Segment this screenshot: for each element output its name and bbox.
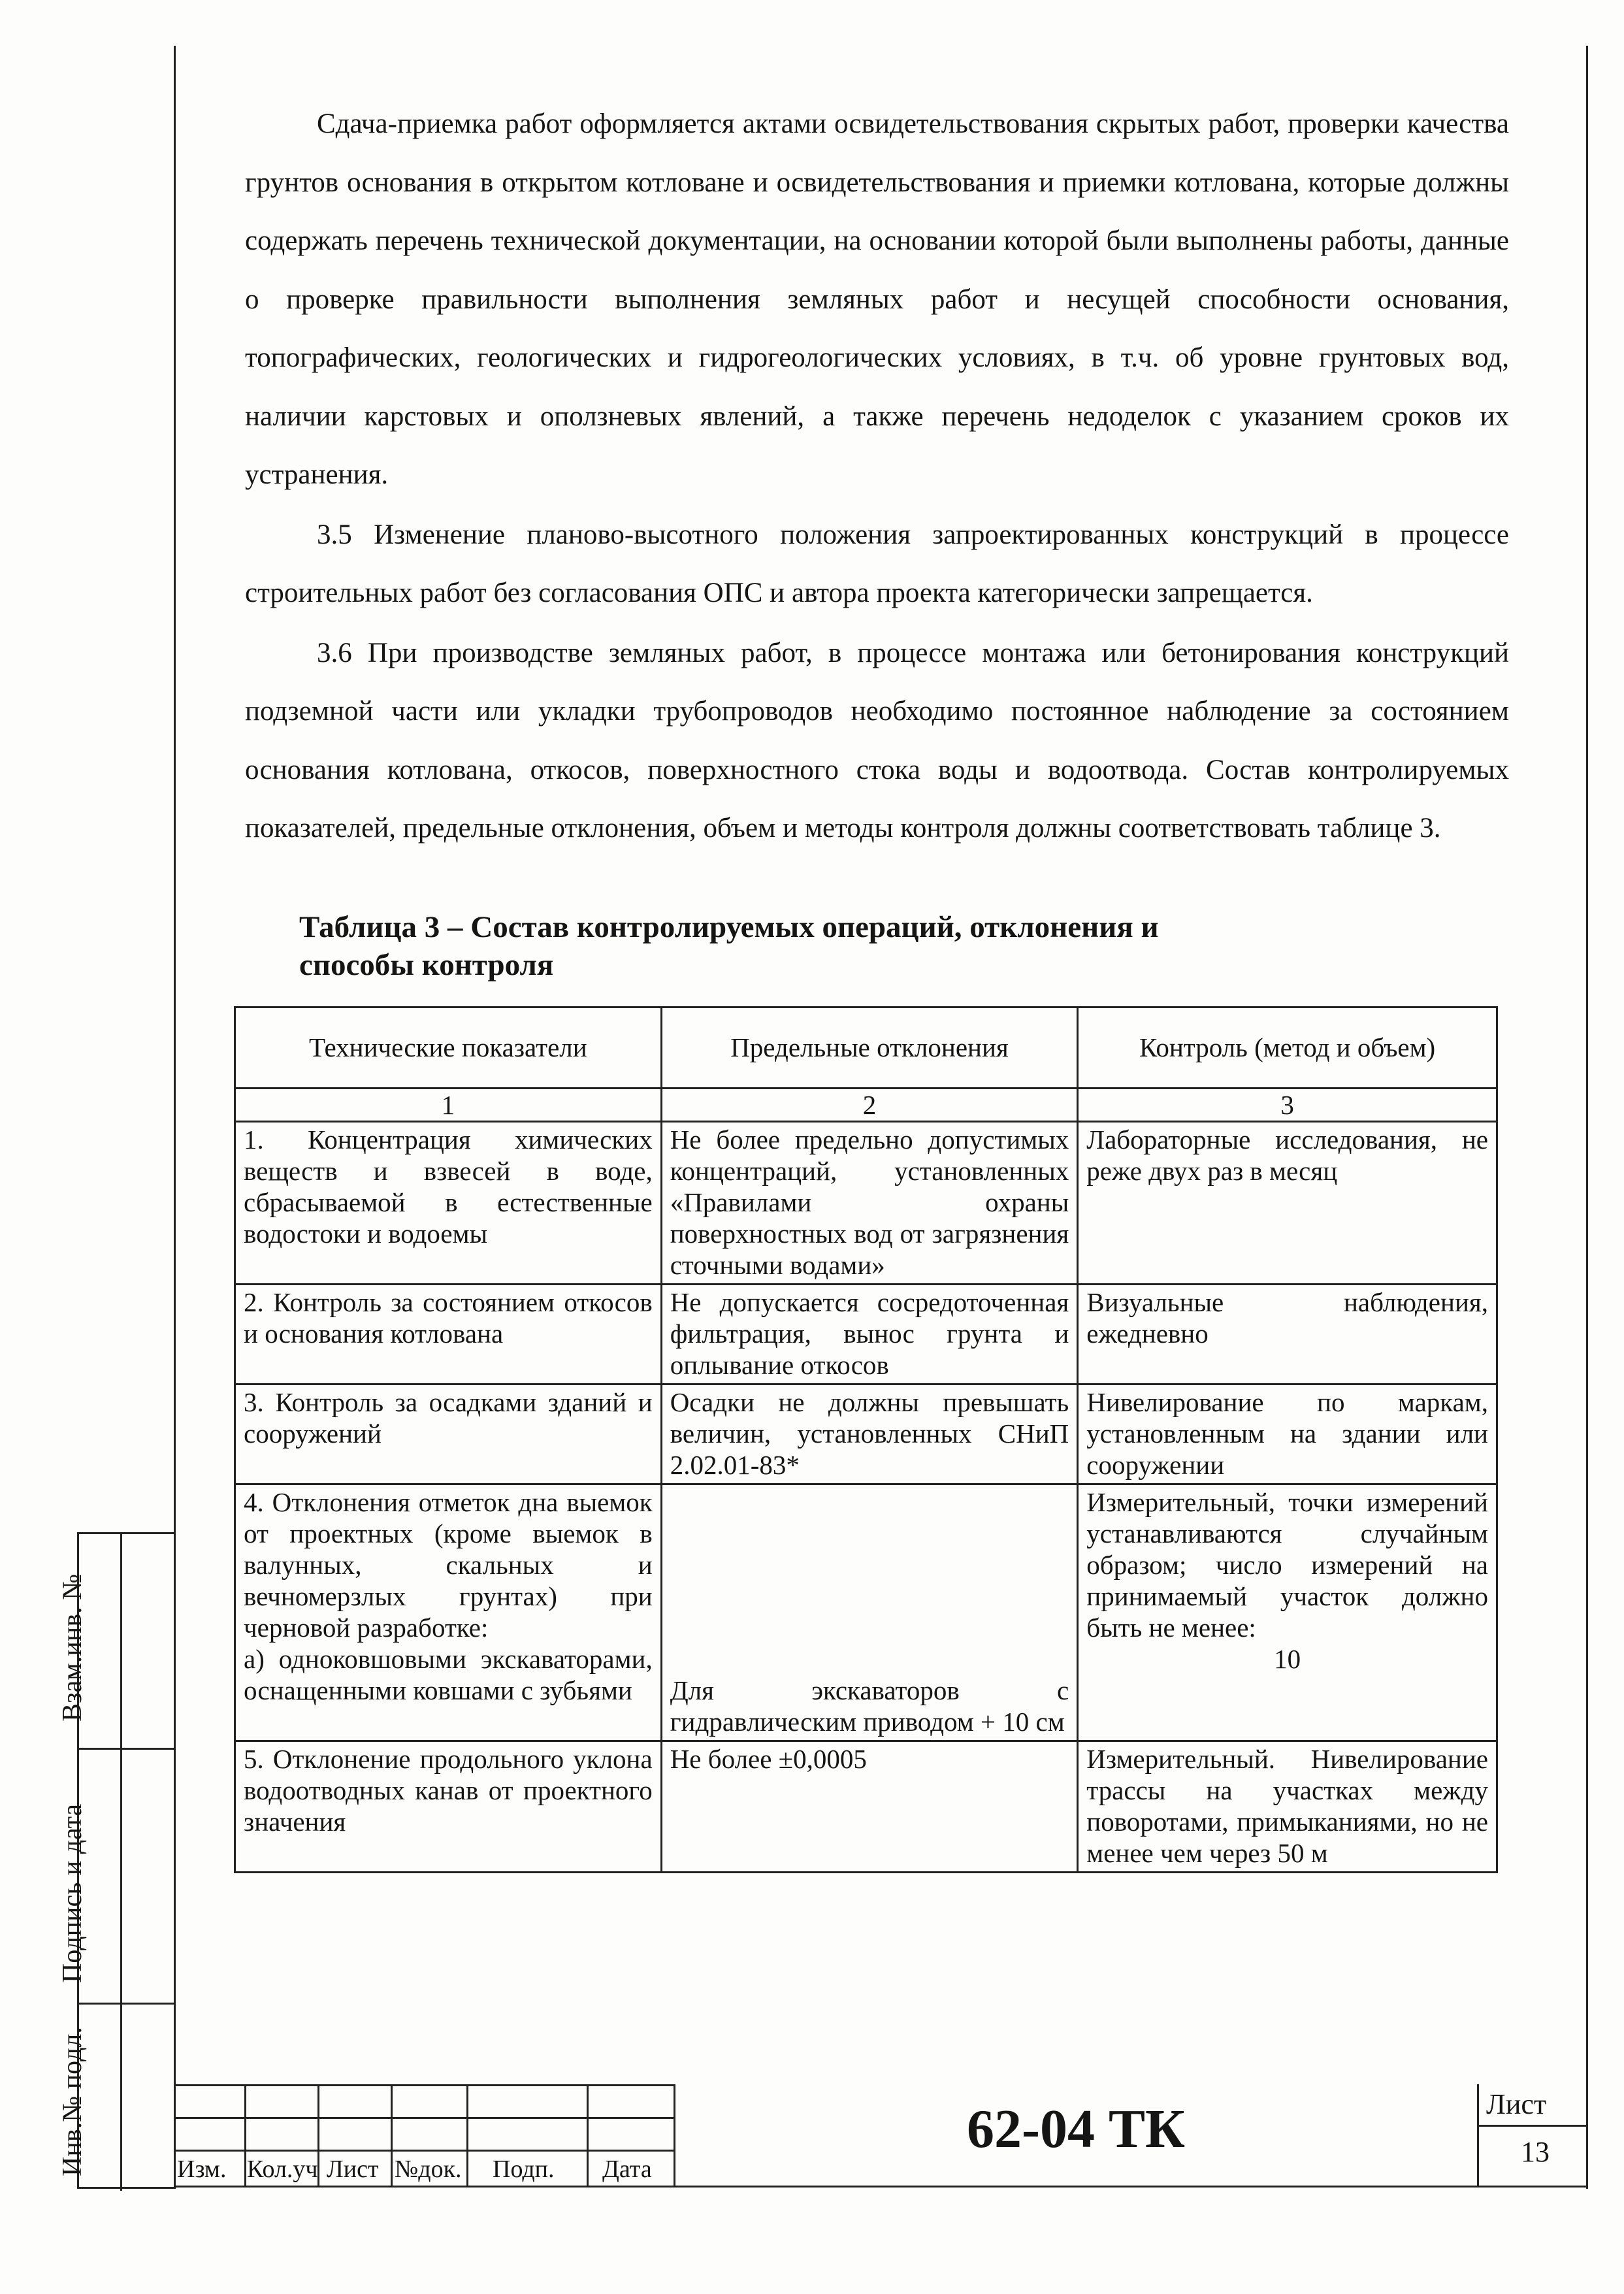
stamp-line bbox=[174, 2084, 674, 2086]
table-cell: 3. Контроль за осадками зданий и сооружений bbox=[235, 1385, 662, 1484]
table-cell: 2. Контроль за состоянием откосов и основания котлована bbox=[235, 1285, 662, 1385]
body-text bbox=[245, 95, 1509, 858]
control-table bbox=[234, 1006, 1498, 1873]
stamp-label-ndok: №док. bbox=[395, 2155, 462, 2183]
table-cell: Нивелирование по маркам, установленным на здании или сооружении bbox=[1078, 1385, 1497, 1484]
cell-text: Измерительный, точки измерений устанавливаются случайным образом; число измерений на принимаемый участок должно быть не менее: bbox=[1086, 1487, 1488, 1643]
header-deviations: Предельные отклонения bbox=[661, 1008, 1078, 1089]
sidebar-label-area bbox=[57, 2005, 122, 2191]
column-number: 1 bbox=[235, 1089, 662, 1122]
header-technical: Технические показатели bbox=[235, 1008, 662, 1089]
sheet-number: 13 bbox=[1521, 2136, 1550, 2168]
stamp-label-data: Дата bbox=[602, 2155, 652, 2183]
stamp-line bbox=[674, 2084, 675, 2187]
sidebar-label-area bbox=[57, 1534, 122, 1748]
stamp-line bbox=[466, 2084, 468, 2187]
sidebar-cell-inv bbox=[57, 2005, 175, 2191]
table-cell: 1. Концентрация химических веществ и взвесей в воде, сбрасываемой в естественные водостоки и водоемы bbox=[235, 1122, 662, 1285]
table-cell: Визуальные наблюдения, ежедневно bbox=[1078, 1285, 1497, 1385]
stamp-label-kolvo: Кол.уч bbox=[247, 2155, 318, 2183]
sidebar-cell-podpis bbox=[57, 1750, 175, 2005]
table-number-row bbox=[235, 1089, 1497, 1122]
table-row bbox=[235, 1741, 1497, 1873]
podpis-label: Подпись и дата bbox=[57, 1803, 88, 1983]
stamp-label-podp: Подп. bbox=[493, 2155, 555, 2183]
stamp-line bbox=[244, 2084, 246, 2187]
table-cell: Осадки не должны превышать величин, установленных СНиП 2.02.01-83* bbox=[661, 1385, 1078, 1484]
frame-right-line bbox=[1586, 46, 1588, 2189]
table-row bbox=[235, 1122, 1497, 1285]
table-cell bbox=[1078, 1484, 1497, 1741]
column-number: 3 bbox=[1078, 1089, 1497, 1122]
cell-text-sub: а) одноковшовыми экскаваторами, оснащенными ковшами с зубьями bbox=[244, 1644, 653, 1705]
sheet-label: Лист bbox=[1486, 2088, 1547, 2120]
document-code: 62-04 ТК bbox=[967, 2099, 1185, 2159]
stamp-line bbox=[174, 2117, 674, 2119]
sidebar-cell-vzam bbox=[57, 1534, 175, 1750]
stamp-label-list: Лист bbox=[327, 2155, 379, 2183]
header-control: Контроль (метод и объем) bbox=[1078, 1008, 1497, 1089]
sidebar-label-area bbox=[57, 1750, 122, 2003]
paragraph-3-5: 3.5 Изменение планово-высотного положения запроектированных конструкций в процессе строительных работ без согласования ОПС и автора проекта категорически запрещается. bbox=[245, 519, 1509, 608]
column-number: 2 bbox=[661, 1089, 1078, 1122]
cell-text-sub: 10 bbox=[1274, 1644, 1301, 1674]
sidebar-stamp bbox=[57, 1532, 175, 2189]
table-cell: 5. Отклонение продольного уклона водоотводных канав от проектного значения bbox=[235, 1741, 662, 1873]
table-cell: Не допускается сосредоточенная фильтрация, вынос грунта и оплывание откосов bbox=[661, 1285, 1078, 1385]
stamp-line bbox=[1477, 2084, 1479, 2187]
stamp-label-izm: Изм. bbox=[177, 2155, 227, 2183]
title-block bbox=[174, 2084, 1588, 2187]
vzam-label: Взам.инв. № bbox=[57, 1573, 88, 1722]
table-cell: Не более ±0,0005 bbox=[661, 1741, 1078, 1873]
stamp-line bbox=[587, 2084, 589, 2187]
table-cell: Измерительный. Нивелирование трассы на участках между поворотами, примыканиями, но не менее чем через 50 м bbox=[1078, 1741, 1497, 1873]
table-row bbox=[235, 1385, 1497, 1484]
paragraph-acceptance: Сдача-приемка работ оформляется актами освидетельствования скрытых работ, проверки качества грунтов основания в открытом котловане и освидетельствования и приемки котлована, которые должны содержать перечень технической документации, на основании которой были выполнены работы, данные о проверке правильности выполнения земляных работ и несущей способности основания, топографических, геологических и гидрогеологических условиях, в т.ч. об уровне грунтовых вод, наличии карстовых и оползневых явлений, а также перечень недоделок с указанием сроков их устранения. bbox=[245, 108, 1509, 490]
table-cell bbox=[235, 1484, 662, 1741]
table-cell: Не более предельно допустимых концентраций, установленных «Правилами охраны поверхностных вод от загрязнения сточными водами» bbox=[661, 1122, 1078, 1285]
table-row bbox=[235, 1285, 1497, 1385]
table-cell bbox=[661, 1484, 1078, 1741]
table-title: Таблица 3 – Состав контролируемых операций, отклонения и способы контроля bbox=[299, 910, 1159, 982]
cell-text-sub: Для экскаваторов с гидравлическим приводом + 10 см bbox=[670, 1675, 1069, 1737]
paragraph-3-6: 3.6 При производстве земляных работ, в процессе монтажа или бетонирования конструкций подземной части или укладки трубопроводов необходимо постоянное наблюдение за состоянием основания котлована, откосов, поверхностного стока воды и водоотвода. Состав контролируемых показателей, предельные отклонения, объем и методы контроля должны соответствовать таблице 3. bbox=[245, 637, 1509, 844]
cell-text: 4. Отклонения отметок дна выемок от проектных (кроме выемок в валунных, скальных и вечномерзлых грунтах) при черновой разработке: bbox=[244, 1487, 653, 1643]
table-row bbox=[235, 1484, 1497, 1741]
table-cell: Лабораторные исследования, не реже двух раз в месяц bbox=[1078, 1122, 1497, 1285]
inv-label: Инв.№ подл. bbox=[57, 2027, 88, 2176]
cell-spacer bbox=[670, 1486, 1069, 1675]
stamp-line bbox=[1477, 2125, 1588, 2127]
stamp-line bbox=[391, 2084, 393, 2187]
stamp-line bbox=[174, 2150, 674, 2152]
table-header-row bbox=[235, 1008, 1497, 1089]
